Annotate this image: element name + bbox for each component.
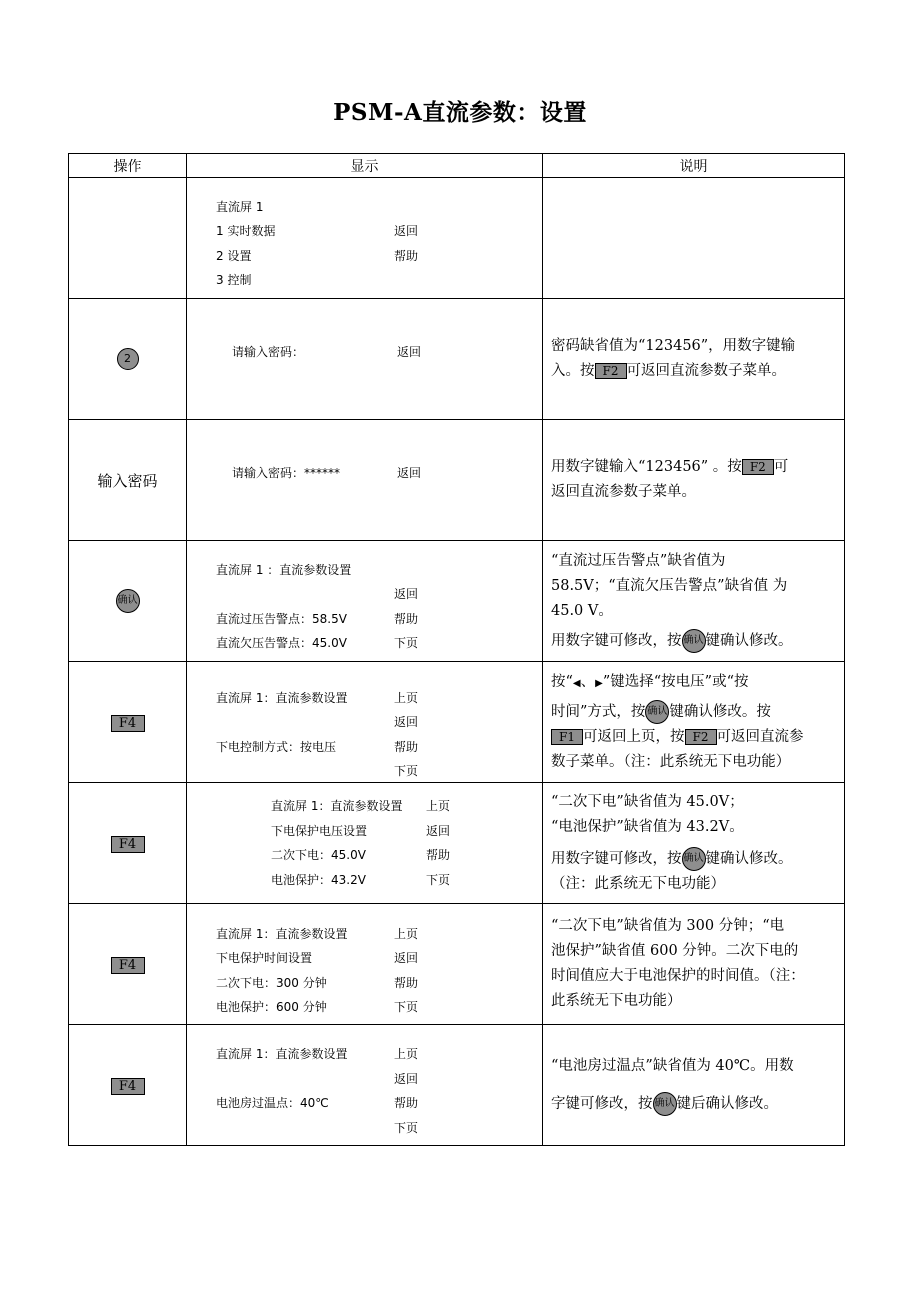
table-row xyxy=(69,904,845,1025)
table-row xyxy=(69,783,845,904)
op-cell xyxy=(69,299,187,420)
page-title: PSM-A直流参数：设置 xyxy=(333,99,587,126)
display-line: 2 设置 xyxy=(216,249,252,263)
display-line: 帮助 xyxy=(394,1096,419,1110)
f1-key-icon: F1 xyxy=(551,729,583,745)
desc-line: 返回直流参数子菜单。 xyxy=(551,484,696,500)
display-line: 返回 xyxy=(394,587,419,601)
f2-key-icon: F2 xyxy=(595,363,627,379)
display-line: 请输入密码：****** xyxy=(232,466,341,480)
desc-line: “电池房过温点”缺省值为 40℃。用数 xyxy=(551,1057,794,1074)
desc-line: “电池保护”缺省值为 43.2V。 xyxy=(551,818,744,835)
display-line: 二次下电：300 分钟 xyxy=(216,976,327,990)
desc-line: F1 可返回上页，按 F2 可返回直流参 xyxy=(551,725,838,750)
display-line: 3 控制 xyxy=(216,273,252,287)
header-op: 操作 xyxy=(69,154,187,178)
display-line: 下页 xyxy=(426,873,451,887)
desc-line: 用数字键输入“123456” 。按 F2 可 xyxy=(551,459,789,475)
desc-line: “二次下电”缺省值为 45.0V； xyxy=(551,793,744,810)
display-line: 电池房过温点：40℃ xyxy=(216,1096,329,1110)
display-line: 下页 xyxy=(394,1000,419,1014)
desc-line: 池保护”缺省值 600 分钟。二次下电的 xyxy=(551,943,799,959)
desc-cell xyxy=(543,1025,845,1146)
display-line: 返回 xyxy=(397,345,422,359)
op-cell xyxy=(69,1025,187,1146)
desc-line: 字键可修改，按 确认 键后确认修改。 xyxy=(551,1092,838,1117)
display-line: 帮助 xyxy=(426,848,451,862)
desc-line: 此系统无下电功能） xyxy=(551,993,682,1009)
op-cell xyxy=(69,420,187,541)
desc-line: （注：此系统无下电功能） xyxy=(551,875,725,892)
confirm-key-icon: 确认 xyxy=(682,629,706,653)
desc-line: 入。按 F2 可返回直流参数子菜单。 xyxy=(551,363,786,379)
op-cell xyxy=(69,783,187,904)
desc-cell xyxy=(543,541,845,662)
op-cell xyxy=(69,178,187,299)
display-cell xyxy=(187,662,543,783)
table-row xyxy=(69,420,845,541)
display-line: 上页 xyxy=(394,1047,419,1061)
display-cell xyxy=(187,1025,543,1146)
f2-key-icon: F2 xyxy=(742,459,774,475)
display-line: 电池保护：600 分钟 xyxy=(216,1000,327,1014)
confirm-key-icon: 确认 xyxy=(116,589,140,613)
desc-cell xyxy=(543,178,845,299)
display-line: 返回 xyxy=(426,824,451,838)
display-line: 直流屏 1：直流参数设置 xyxy=(216,927,348,941)
desc-line: 按“◀、▶”键选择“按电压”或“按 xyxy=(551,673,749,690)
header-desc: 说明 xyxy=(543,154,845,178)
table-row xyxy=(69,662,845,783)
display-line: 直流屏 1：直流参数设置 xyxy=(216,1047,348,1061)
display-line: 直流屏 1：直流参数设置 xyxy=(271,799,403,813)
display-line: 二次下电：45.0V xyxy=(271,848,366,862)
display-line: 帮助 xyxy=(394,740,419,754)
op-cell xyxy=(69,541,187,662)
display-cell xyxy=(187,904,543,1025)
display-cell xyxy=(187,178,543,299)
display-line: 帮助 xyxy=(394,249,419,263)
display-line: 电池保护：43.2V xyxy=(271,873,366,887)
right-arrow-icon: ▶ xyxy=(595,677,603,689)
desc-line: 58.5V；“直流欠压告警点”缺省值 为 xyxy=(551,577,788,594)
display-line: 直流屏 1 ：直流参数设置 xyxy=(216,563,352,577)
f4-key-icon: F4 xyxy=(111,957,145,974)
display-line: 返回 xyxy=(394,1072,419,1086)
display-line: 下页 xyxy=(394,1121,419,1135)
display-line: 下电保护时间设置 xyxy=(216,951,313,965)
desc-line: 用数字键可修改，按 确认 键确认修改。 xyxy=(551,847,838,872)
display-line: 直流屏 1 xyxy=(216,200,264,214)
table-row xyxy=(69,299,845,420)
table-header xyxy=(69,154,845,178)
op-cell xyxy=(69,662,187,783)
desc-line: 时间值应大于电池保护的时间值。（注： xyxy=(551,968,805,984)
desc-line: 数子菜单。（注：此系统无下电功能） xyxy=(551,753,791,770)
display-line: 直流欠压告警点：45.0V xyxy=(216,636,347,650)
op-cell xyxy=(69,904,187,1025)
confirm-key-icon: 确认 xyxy=(645,700,669,724)
display-line: 返回 xyxy=(394,715,419,729)
display-line: 下电控制方式：按电压 xyxy=(216,740,337,754)
desc-cell xyxy=(543,299,845,420)
display-cell xyxy=(187,420,543,541)
desc-line: 45.0 V。 xyxy=(551,602,613,619)
display-line: 返回 xyxy=(394,224,419,238)
table-row xyxy=(69,178,845,299)
display-line: 1 实时数据 xyxy=(216,224,276,238)
desc-line: 用数字键可修改，按 确认 键确认修改。 xyxy=(551,629,838,654)
desc-cell xyxy=(543,904,845,1025)
desc-cell xyxy=(543,662,845,783)
display-line: 下页 xyxy=(394,764,419,778)
f4-key-icon: F4 xyxy=(111,715,145,732)
settings-table xyxy=(68,153,845,1146)
display-line: 直流屏 1：直流参数设置 xyxy=(216,691,348,705)
display-line: 帮助 xyxy=(394,976,419,990)
display-line: 直流过压告警点：58.5V xyxy=(216,612,347,626)
display-cell xyxy=(187,783,543,904)
left-arrow-icon: ◀ xyxy=(572,677,581,689)
display-line: 帮助 xyxy=(394,612,419,626)
key-2-icon: 2 xyxy=(117,348,139,370)
display-line: 返回 xyxy=(397,466,422,480)
f2-key-icon: F2 xyxy=(685,729,717,745)
desc-line: 时间”方式，按 确认 键确认修改。按 xyxy=(551,700,838,725)
display-cell xyxy=(187,541,543,662)
display-cell xyxy=(187,299,543,420)
op-text: 输入密码 xyxy=(97,471,158,490)
display-line: 请输入密码： xyxy=(232,345,305,359)
display-line: 返回 xyxy=(394,951,419,965)
display-line: 下页 xyxy=(394,636,419,650)
display-line: 上页 xyxy=(426,799,451,813)
confirm-key-icon: 确认 xyxy=(653,1092,677,1116)
f4-key-icon: F4 xyxy=(111,836,145,853)
display-line: 下电保护电压设置 xyxy=(271,824,368,838)
desc-cell xyxy=(543,420,845,541)
desc-line: 密码缺省值为“123456”，用数字键输 xyxy=(551,338,796,354)
display-line: 上页 xyxy=(394,927,419,941)
table-row xyxy=(69,1025,845,1146)
confirm-key-icon: 确认 xyxy=(682,847,706,871)
f4-key-icon: F4 xyxy=(111,1078,145,1095)
desc-cell xyxy=(543,783,845,904)
desc-line: “直流过压告警点”缺省值为 xyxy=(551,552,726,569)
table-row xyxy=(69,541,845,662)
display-line: 上页 xyxy=(394,691,419,705)
header-display: 显示 xyxy=(187,154,543,178)
desc-line: “二次下电”缺省值为 300 分钟；“电 xyxy=(551,918,785,934)
